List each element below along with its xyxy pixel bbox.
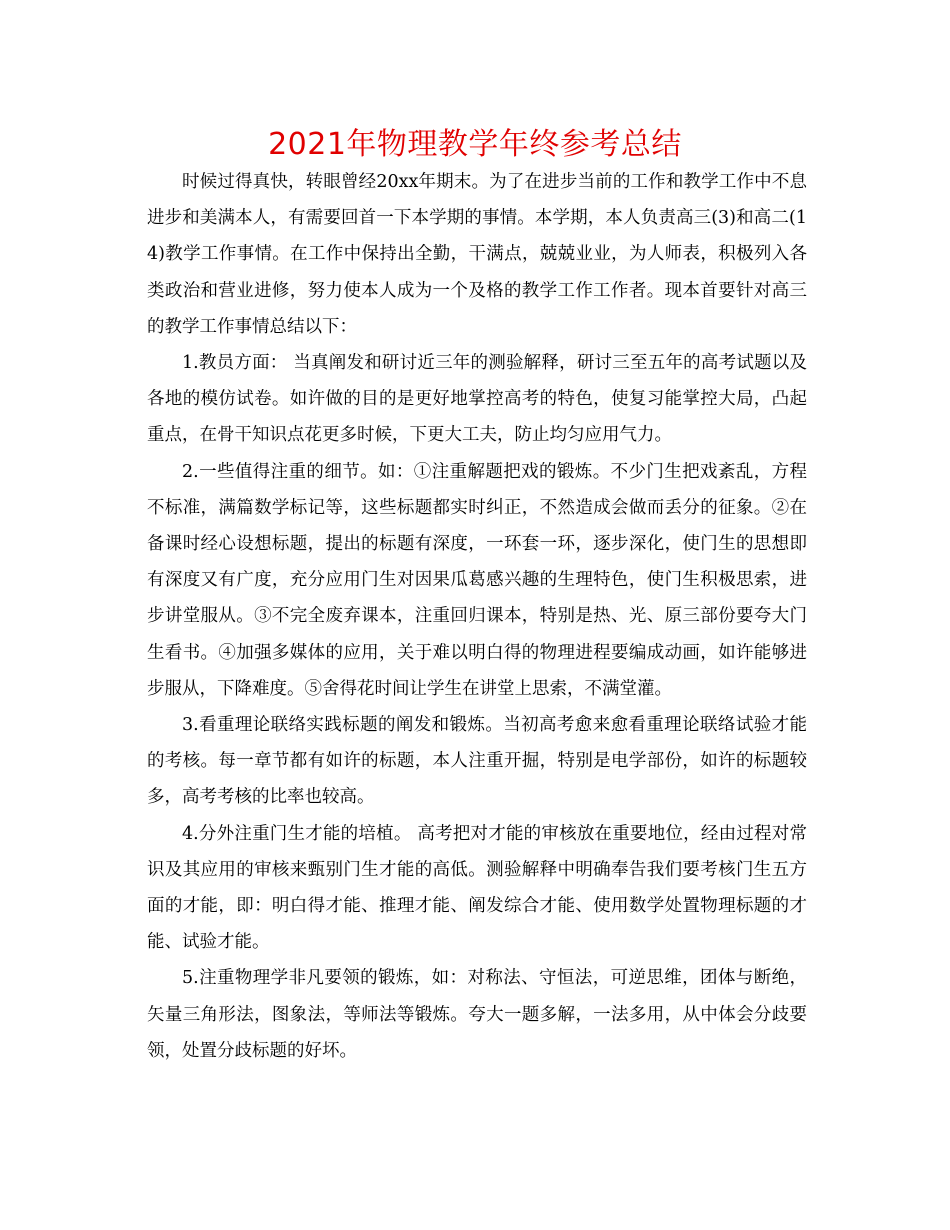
paragraph-item-4: 4.分外注重门生才能的培植。 高考把对才能的审核放在重要地位，经由过程对常识及其应用的审核来甄别门生才能的高低。测验解释中明确奉告我们要考核门生五方面的才能，即：明白得才能、推理才能、阐发综合才能、使用数学处置物理标题的才能、试验才能。 <box>147 823 807 953</box>
paragraph-item-1: 1.教员方面： 当真阐发和研讨近三年的测验解释，研讨三至五年的高考试题以及各地的模仿试卷。如许做的目的是更好地掌控高考的特色，使复习能掌控大局，凸起重点，在骨干知识点花更多时候，下更大工夫，防止均匀应用气力。 <box>147 353 807 446</box>
document-body <box>147 164 807 1069</box>
paragraph-item-2: 2.一些值得注重的细节。如：①注重解题把戏的锻炼。不少门生把戏紊乱，方程不标准，满篇数学标记等，这些标题都实时纠正，不然造成会做而丢分的征象。②在备课时经心设想标题，提出的标题有深度，一环套一环，逐步深化，使门生的思想即有深度又有广度，充分应用门生对因果瓜葛感兴趣的生理特色，使门生积极思索，进步讲堂服从。③不完全废弃课本，注重回归课本，特别是热、光、原三部份要夸大门生看书。④加强多媒体的应用，关于难以明白得的物理进程要编成动画，如许能够进步服从，下降难度。⑤舍得花时间让学生在讲堂上思索，不满堂灌。 <box>147 461 807 699</box>
paragraph-intro: 时候过得真快，转眼曾经20xx年期末。为了在进步当前的工作和教学工作中不息进步和美满本人，有需要回首一下本学期的事情。本学期，本人负责高三(3)和高二(14)教学工作事情。在工作中保持出全勤，干满点，兢兢业业，为人师表，积极列入各类政治和营业进修，努力使本人成为一个及格的教学工作工作者。现本首要针对高三的教学工作事情总结以下： <box>147 172 807 337</box>
paragraph-item-5: 5.注重物理学非凡要领的锻炼，如：对称法、守恒法，可逆思维，团体与断绝，矢量三角形法，图象法，等师法等锻炼。夸大一题多解，一法多用，从中体会分歧要领，处置分歧标题的好坏。 <box>147 968 807 1061</box>
document-title: 2021年物理教学年终参考总结 <box>268 127 682 162</box>
paragraph-item-3: 3.看重理论联络实践标题的阐发和锻炼。当初高考愈来愈看重理论联络试验才能的考核。每一章节都有如许的标题，本人注重开掘，特别是电学部份，如许的标题较多，高考考核的比率也较高。 <box>147 715 807 808</box>
